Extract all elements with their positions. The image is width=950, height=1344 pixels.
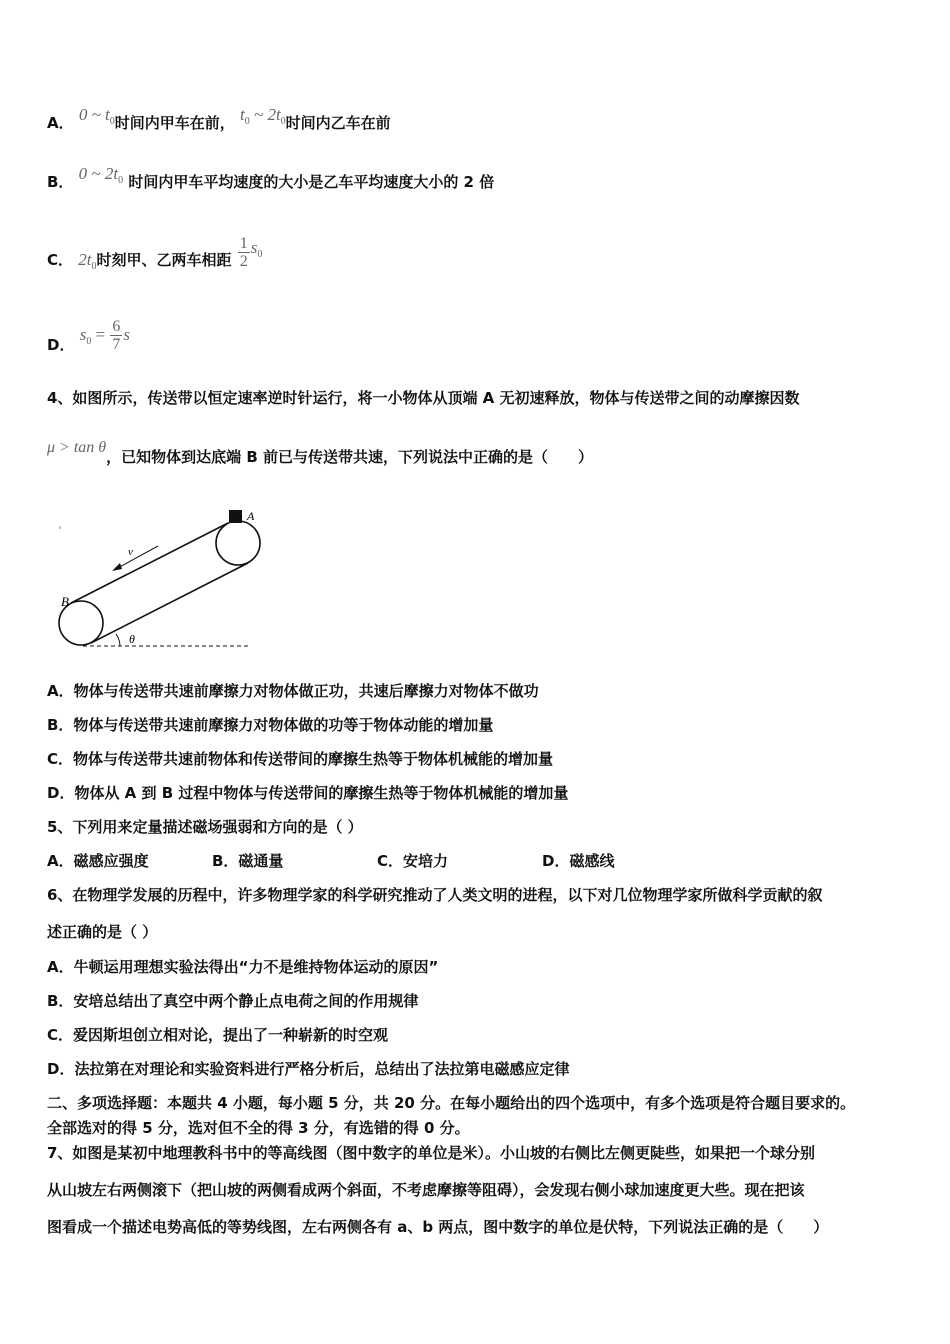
section2-heading-line2: 全部选对的得 5 分，选对但不全的得 3 分，有选错的得 0 分。 xyxy=(47,1119,470,1137)
label-a: A xyxy=(247,509,255,523)
q5-option-a: A．磁感应强度 xyxy=(47,852,149,870)
q3-option-a: A． 0 ~ $t_0$时间内甲车在前， $t_0$ ~ $2t_0$时间内乙车在前 xyxy=(47,105,391,132)
label-theta: θ xyxy=(129,632,135,646)
section2-heading-line1: 二、多项选择题：本题共 4 小题，每小题 5 分，共 20 分。在每小题给出的四个选项中，有多个选项是符合题目要求的。 xyxy=(47,1094,856,1112)
q3-option-c: C． $2t_0$时刻甲、乙两车相距 $\frac{1}{2}$ $s_0$ xyxy=(47,235,263,272)
q4-option-b: B．物体与传送带共速前摩擦力对物体做的功等于物体动能的增加量 xyxy=(47,716,494,734)
q6-stem-line2: 述正确的是（ ） xyxy=(47,923,158,941)
q7-stem-line1: 7、如图是某初中地理教科书中的等高线图（图中数字的单位是米）。小山坡的右侧比左侧更陡些，如果把一个球分别 xyxy=(47,1144,815,1162)
q3c-frac-var: $s_0$ xyxy=(250,238,263,260)
q3c-fraction: $\frac{1}{2}$ xyxy=(239,235,248,270)
q5-option-d: D．磁感线 xyxy=(542,852,615,870)
q6-option-c: C．爱因斯坦创立相对论，提出了一种崭新的时空观 xyxy=(47,1026,389,1044)
q6-option-a: A．牛顿运用理想实验法得出“力不是维持物体运动的原因” xyxy=(47,958,439,976)
velocity-arrowhead xyxy=(112,563,122,571)
q5-stem: 5、下列用来定量描述磁场强弱和方向的是（ ） xyxy=(47,818,363,836)
q4-stem-line2: μ > tan θ，已知物体到达底端 B 前已与传送带共速，下列说法中正确的是（ ） xyxy=(47,439,594,466)
label-v: v xyxy=(128,546,133,558)
top-pulley xyxy=(216,521,260,565)
conveyor-belt-figure xyxy=(48,503,318,658)
q5-option-c: C．安培力 xyxy=(377,852,449,870)
q7-stem-line2: 从山坡左右两侧滚下（把山坡的两侧看成两个斜面，不考虑摩擦等阻碍），会发现右侧小球加速度更大些。现在把该 xyxy=(47,1181,805,1199)
q3c-math: $2t_0$ xyxy=(78,250,97,272)
q3-option-d: D． $s_0$ = $\frac{6}{7}$ s xyxy=(47,318,131,354)
q3a-math1: 0 ~ $t_0$ xyxy=(78,105,115,127)
velocity-arrow xyxy=(116,546,158,569)
q3b-math: 0 ~ $2t_0$ xyxy=(78,164,124,186)
q7-stem-line3: 图看成一个描述电势高低的等势线图，左右两侧各有 a、b 两点，图中数字的单位是伏特，下列说法正确的是（ ） xyxy=(47,1218,829,1236)
q3d-fraction: $\frac{6}{7}$ xyxy=(112,318,121,353)
q4-option-c: C．物体与传送带共速前物体和传送带间的摩擦生热等于物体机械能的增加量 xyxy=(47,750,554,768)
label-b: B xyxy=(61,594,69,609)
q3a-math2: $t_0$ ~ $2t_0$ xyxy=(240,105,286,127)
q5-option-b: B．磁通量 xyxy=(212,852,284,870)
belt-upper-edge xyxy=(71,523,228,603)
q4-option-d: D．物体从 A 到 B 过程中物体与传送带间的摩擦生热等于物体机械能的增加量 xyxy=(47,784,569,802)
q6-option-b: B．安培总结出了真空中两个静止点电荷之间的作用规律 xyxy=(47,992,419,1010)
q3-option-b: B． 0 ~ $2t_0$ 时间内甲车平均速度的大小是乙车平均速度大小的 2 倍 xyxy=(47,164,495,191)
belt-lower-edge xyxy=(91,563,248,643)
object-block xyxy=(229,510,242,523)
q6-stem-line1: 6、在物理学发展的历程中，许多物理学家的科学研究推动了人类文明的进程，以下对几位物理学家所做科学贡献的叙 xyxy=(47,886,823,904)
angle-arc xyxy=(116,634,120,646)
q4-math: μ > tan θ xyxy=(47,439,107,456)
q6-option-d: D．法拉第在对理论和实验资料进行严格分析后，总结出了法拉第电磁感应定律 xyxy=(47,1060,570,1078)
q3d-lhs: $s_0$ xyxy=(79,325,92,347)
q4-stem-line1: 4、如图所示，传送带以恒定速率逆时针运行，将一小物体从顶端 A 无初速释放，物体与传送带之间的动摩擦因数 xyxy=(47,389,800,407)
q4-option-a: A．物体与传送带共速前摩擦力对物体做正功，共速后摩擦力对物体不做功 xyxy=(47,682,539,700)
